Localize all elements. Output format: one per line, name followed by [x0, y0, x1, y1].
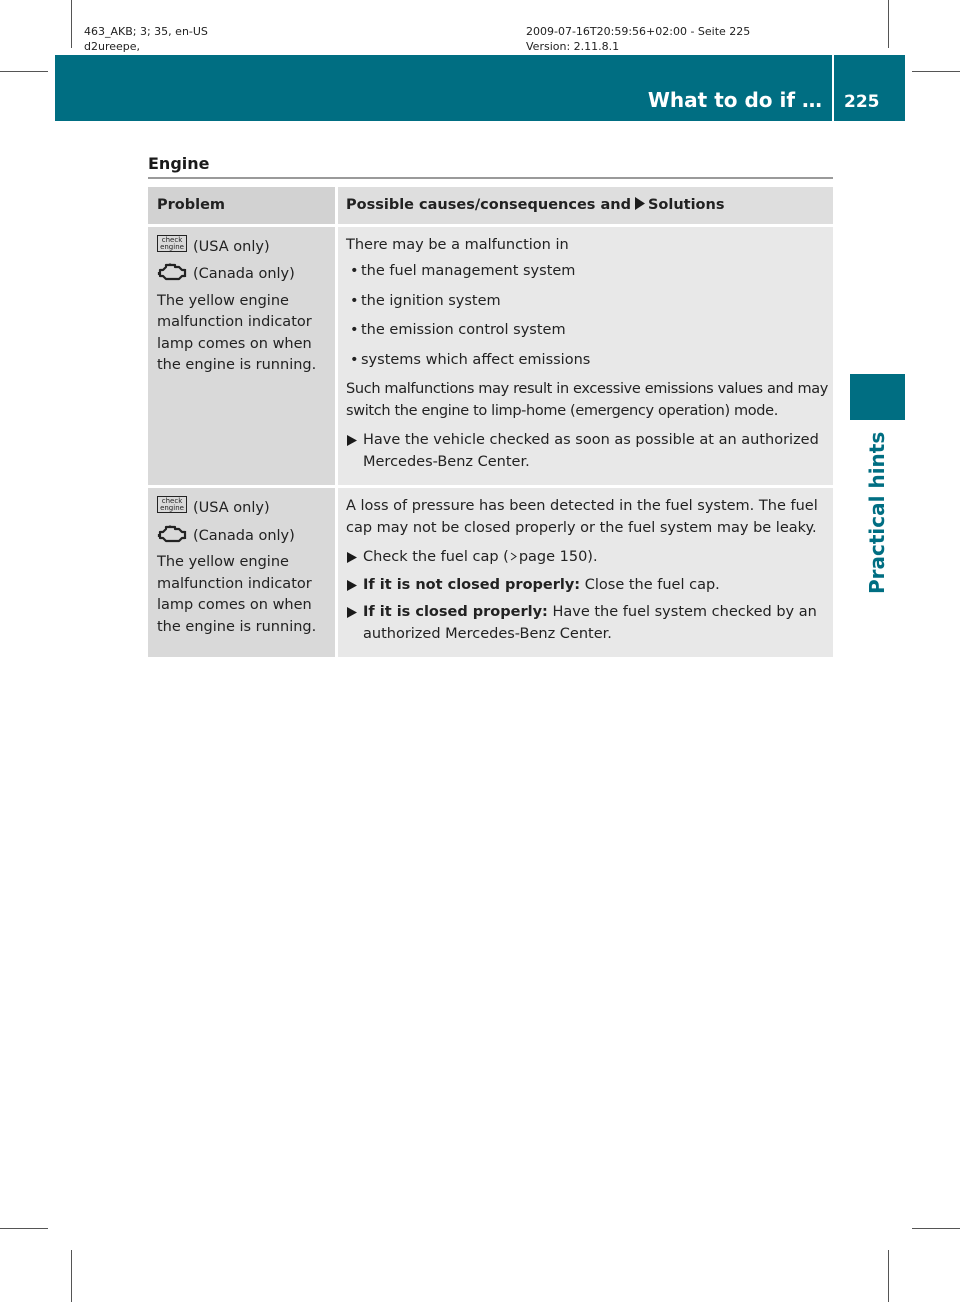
cause-bullet: • the ignition system [346, 291, 829, 313]
crop-mark [888, 0, 889, 48]
canada-lamp-line [157, 525, 329, 548]
cause-bullet: • the emission control system [346, 320, 829, 342]
step-arrow-icon [346, 435, 357, 446]
section-title: Engine [148, 154, 210, 173]
problem-description: The yellow engine malfunction indicator lamp comes on when the engine is running. [157, 554, 317, 635]
problem-table [148, 187, 833, 657]
cause-intro: A loss of pressure has been detected in the fuel system. The fuel cap may not be closed properly or the fuel system may be leaky. [346, 498, 818, 536]
header-causes [338, 187, 833, 224]
canada-label: (Canada only) [193, 266, 295, 282]
canada-lamp-line [157, 263, 329, 286]
problem-description: The yellow engine malfunction indicator lamp comes on when the engine is running. [157, 292, 317, 373]
canada-label: (Canada only) [193, 527, 295, 544]
solution-step [346, 547, 829, 569]
chapter-title: What to do if … [647, 88, 822, 112]
usa-label: (USA only) [193, 500, 270, 516]
side-tab-label: Practical hints [865, 431, 889, 594]
table-row [148, 488, 833, 657]
print-meta-line: 2009-07-16T20:59:56+02:00 - Seite 225 [526, 25, 751, 38]
cause-bullet: • systems which affect emissions [346, 350, 829, 372]
crop-mark [0, 1228, 48, 1229]
side-tab-block [850, 374, 905, 420]
table-header-row [148, 187, 833, 224]
problem-cell [148, 488, 335, 657]
solution-step [346, 430, 829, 473]
step-arrow-icon [346, 552, 357, 563]
causes-cell [338, 488, 833, 657]
check-engine-icon: check engine [157, 496, 187, 513]
step-condition: If it is not closed properly: [363, 576, 581, 593]
usa-lamp-line [157, 496, 329, 520]
crop-mark [71, 0, 72, 48]
section-rule [148, 177, 833, 179]
print-meta-line: d2ureepe, [84, 40, 141, 53]
crop-mark [912, 1228, 960, 1229]
step-arrow-icon [346, 580, 357, 591]
step-arrow-icon [346, 607, 357, 618]
table-row [148, 227, 833, 486]
print-meta-line: 463_AKB; 3; 35, en-US [84, 25, 208, 38]
solution-step [346, 602, 829, 645]
crop-mark [71, 1250, 72, 1302]
step-text: Have the vehicle checked as soon as possible at an authorized Mercedes-Benz Center. [363, 432, 819, 470]
problem-cell [148, 227, 335, 486]
crop-mark [0, 71, 48, 72]
solution-step [346, 575, 829, 597]
step-text: Close the fuel cap. [580, 576, 720, 593]
crop-mark [912, 71, 960, 72]
header-causes-label: Possible causes/consequences and [346, 197, 631, 213]
engine-icon [157, 263, 187, 281]
page-ref-link[interactable]: page 150). [518, 549, 598, 565]
page-ref-icon [510, 552, 517, 561]
print-meta-right [526, 24, 750, 54]
consequence-text: Such malfunctions may result in excessive emissions values and may switch the engine to limp-home (emergency operation) mode. [346, 381, 828, 419]
cause-bullet: • the fuel management system [346, 261, 829, 283]
header-divider [832, 55, 834, 121]
engine-icon [157, 525, 187, 543]
usa-label: (USA only) [193, 238, 270, 255]
usa-lamp-line [157, 235, 329, 259]
cause-intro: There may be a malfunction in [346, 236, 569, 253]
causes-cell [338, 227, 833, 486]
header-problem: Problem [148, 187, 335, 224]
crop-mark [888, 1250, 889, 1302]
check-engine-icon: check engine [157, 235, 187, 252]
page-number: 225 [844, 92, 880, 112]
header-solutions-label: Solutions [647, 197, 725, 213]
print-meta-left [84, 24, 208, 54]
step-text: Have the fuel system checked by an authorized Mercedes-Benz Center. [363, 604, 817, 642]
solution-arrow-icon [634, 197, 645, 210]
print-meta-line: Version: 2.11.8.1 [526, 40, 620, 53]
step-text: Check the fuel cap ( [363, 549, 509, 565]
step-condition: If it is closed properly: [363, 604, 548, 620]
